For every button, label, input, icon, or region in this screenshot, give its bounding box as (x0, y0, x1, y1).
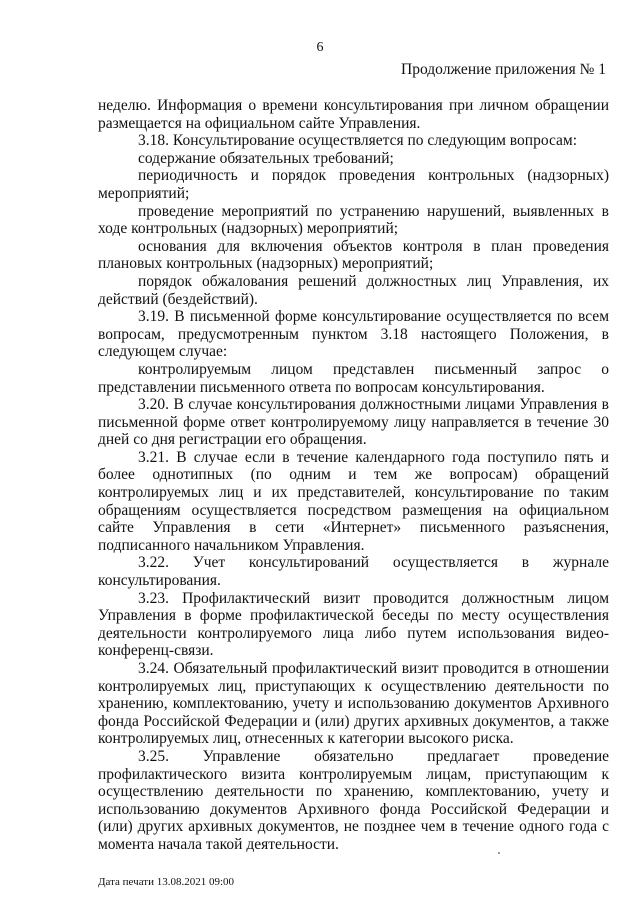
paragraph: 3.21. В случае если в течение календарного года поступило пять и более однотипных (по одним и тем же вопросам) обращений контролируемых лиц и их представителей, консультирование по таким обращениям осуществляется посредством размещения на официальном сайте Управления в сети «Интернет» письменного разъяснения, подписанного начальником Управления. (98, 448, 609, 554)
list-item: содержание обязательных требований; (138, 149, 394, 167)
list-item: проведение мероприятий по устранению нарушений, выявленных в ходе контрольных (надзорных) мероприятий; (98, 202, 609, 238)
paragraph: неделю. Информация о времени консультирования при личном обращении размещается на официальном сайте Управления. (98, 97, 609, 132)
paragraph: 3.18. Консультирование осуществляется по следующим вопросам: (138, 132, 578, 150)
scan-dot (498, 852, 500, 854)
print-date: Дата печати 13.08.2021 09:00 (98, 876, 235, 888)
paragraph: 3.25. Управление обязательно предлагает проведение профилактического визита контролируемым лицам, приступающим к осуществлению деятельности по хранению, комплектованию, учету и использованию документов Архивного фонда Российской Федерации и (или) других архивных документов, не позднее чем в течение одного года с момента начала такой деятельности. (98, 747, 609, 853)
appendix-continuation-label: Продолжение приложения № 1 (401, 61, 606, 78)
list-item: порядок обжалования решений должностных лиц Управления, их действий (бездействий). (98, 272, 609, 308)
list-item: периодичность и порядок проведения контрольных (надзорных) мероприятий; (98, 167, 609, 202)
paragraph: контролируемым лицом представлен письменный запрос о представлении письменного ответа по вопросам консультирования. (98, 360, 609, 396)
paragraph: 3.23. Профилактический визит проводится должностным лицом Управления в форме профилактической беседы по месту осуществления деятельности контролируемого лица либо путем использования видео-конференц-связи. (98, 589, 609, 660)
list-item: основания для включения объектов контроля в план проведения плановых контрольных (надзорных) мероприятий; (98, 237, 609, 273)
paragraph: 3.24. Обязательный профилактический визит проводится в отношении контролируемых лиц, приступающих к осуществлению деятельности по хранению, комплектованию, учету и использованию документов Архивного фонда Российской Федерации и (или) других архивных документов, а также контролируемых лиц, отнесенных к категории высокого риска. (98, 660, 609, 748)
document-body (98, 97, 609, 854)
paragraph: 3.19. В письменной форме консультирование осуществляется по всем вопросам, предусмотренным пунктом 3.18 настоящего Положения, в следующем случае: (98, 308, 609, 361)
paragraph: 3.20. В случае консультирования должностными лицами Управления в письменной форме ответ контролируемому лицу направляется в течение 30 дней со дня регистрации его обращения. (98, 396, 609, 449)
page-number: 6 (316, 40, 324, 55)
paragraph: 3.22. Учет консультирований осуществляется в журнале консультирования. (98, 554, 609, 590)
